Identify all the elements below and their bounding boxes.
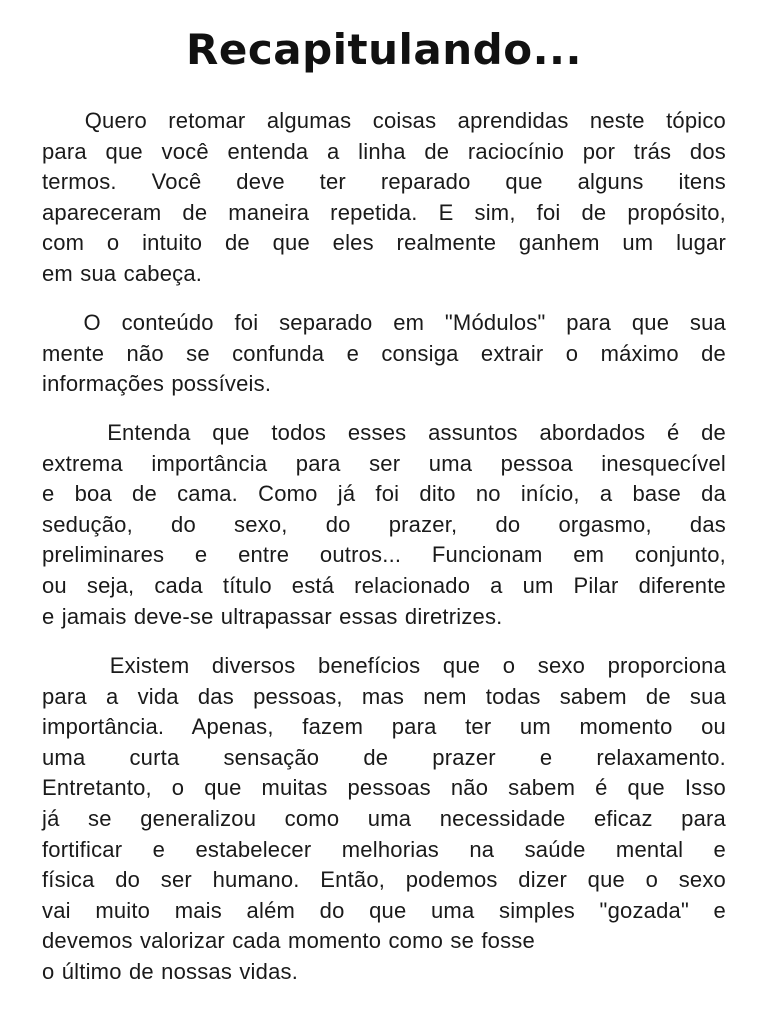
paragraph-line: preliminares e entre outros... Funcionam em conjunto,: [42, 542, 726, 568]
paragraph-line: fortificar e estabelecer melhorias na saúde mental e: [42, 836, 726, 862]
paragraph-line: termos. Você deve ter reparado que alguns itens: [42, 169, 726, 195]
paragraph-line: e boa de cama. Como já foi dito no início, a base da: [42, 481, 726, 507]
paragraph-line: com o intuito de que eles realmente ganhem um lugar: [42, 230, 726, 256]
paragraph-line: ou seja, cada título está relacionado a um Pilar diferente: [42, 572, 726, 598]
paragraph-4: [42, 651, 726, 988]
paragraph-2: [42, 308, 726, 400]
paragraph-line: para a vida das pessoas, mas nem todas sabem de sua: [42, 683, 726, 709]
paragraph-3: [42, 418, 726, 632]
paragraph-line: uma curta sensação de prazer e relaxamento.: [42, 744, 726, 770]
paragraph-line: devemos valorizar cada momento como se fosse: [42, 928, 535, 954]
paragraph-line: mente não se confunda e consiga extrair o máximo de: [42, 340, 726, 366]
paragraph-line: Quero retomar algumas coisas aprendidas neste tópico: [42, 108, 726, 133]
paragraph-line: e jamais deve-se ultrapassar essas diretrizes.: [42, 603, 503, 629]
paragraph-line: importância. Apenas, fazem para ter um momento ou: [42, 714, 726, 740]
paragraph-line: Existem diversos benefícios que o sexo proporciona: [42, 653, 726, 678]
paragraph-line: física do ser humano. Então, podemos dizer que o sexo: [42, 867, 726, 893]
paragraph-1: [42, 106, 726, 290]
paragraph-line: informações possíveis.: [42, 371, 272, 397]
paragraph-line: apareceram de maneira repetida. E sim, foi de propósito,: [42, 199, 726, 225]
paragraph-line: Entenda que todos esses assuntos abordados é de: [42, 420, 726, 445]
paragraph-line: vai muito mais além do que uma simples "gozada" e: [42, 897, 726, 923]
page-title: Recapitulando...: [186, 25, 582, 74]
paragraph-line: já se generalizou como uma necessidade eficaz para: [42, 805, 726, 831]
paragraph-line: o último de nossas vidas.: [42, 958, 299, 984]
paragraph-line: em sua cabeça.: [42, 260, 203, 286]
paragraph-line: Entretanto, o que muitas pessoas não sabem é que Isso: [42, 775, 726, 801]
paragraph-line: para que você entenda a linha de raciocínio por trás dos: [42, 138, 726, 164]
paragraph-line: extrema importância para ser uma pessoa inesquecível: [42, 450, 726, 476]
paragraph-line: sedução, do sexo, do prazer, do orgasmo, das: [42, 511, 726, 537]
paragraph-line: O conteúdo foi separado em "Módulos" para que sua: [42, 310, 726, 335]
